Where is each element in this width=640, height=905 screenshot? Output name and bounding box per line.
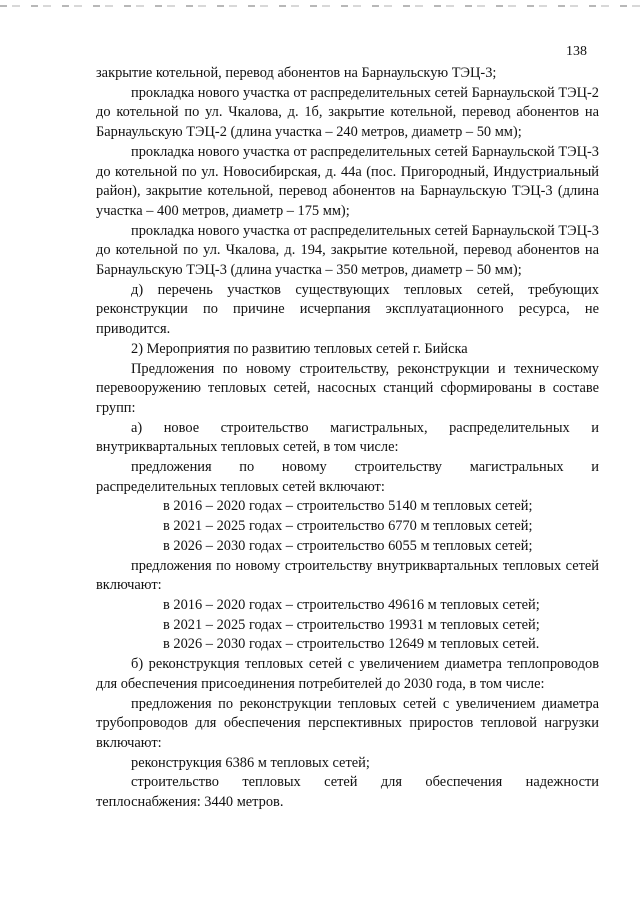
list-item: в 2026 – 2030 годах – строительство 12649 м тепловых сетей.	[163, 636, 540, 653]
paragraph: д) перечень участков существующих тепловых сетей, требующих реконструкции по причине исчерпания эксплуатационного ресурса, не приводится.	[96, 281, 599, 338]
paragraph: б) реконструкция тепловых сетей с увеличением диаметра теплопроводов для обеспечения присоединения потребителей до 2030 года, в том числе:	[96, 656, 599, 692]
paragraph: предложения по новому строительству магистральных и распределительных тепловых сетей включают:	[96, 459, 599, 495]
document-body	[96, 64, 599, 813]
list-item: в 2016 – 2020 годах – строительство 5140 м тепловых сетей;	[163, 498, 533, 515]
paragraph: прокладка нового участка от распределительных сетей Барнаульской ТЭЦ-3 до котельной по ул. Новосибирская, д. 44а (пос. Пригородный, Индустриальный район), закрытие котельной, перевод абонентов на Барнаульскую ТЭЦ-3 (длина участка – 400 метров, диаметр – 175 мм);	[96, 143, 599, 219]
list-item: в 2021 – 2025 годах – строительство 19931 м тепловых сетей;	[163, 616, 540, 633]
paragraph: прокладка нового участка от распределительных сетей Барнаульской ТЭЦ-3 до котельной по ул. Чкалова, д. 194, закрытие котельной, перевод абонентов на Барнаульскую ТЭЦ-3 (длина участка – 350 метров, диаметр – 50 мм);	[96, 222, 599, 279]
paragraph: прокладка нового участка от распределительных сетей Барнаульской ТЭЦ-2 до котельной по ул. Чкалова, д. 1б, закрытие котельной, перевод абонентов на Барнаульскую ТЭЦ-2 (длина участка – 240 метров, диаметр – 50 мм);	[96, 84, 599, 141]
paragraph: 2) Мероприятия по развитию тепловых сетей г. Бийска	[131, 340, 468, 357]
list-item: в 2021 – 2025 годах – строительство 6770 м тепловых сетей;	[163, 518, 533, 535]
paragraph: закрытие котельной, перевод абонентов на Барнаульскую ТЭЦ-3;	[96, 65, 497, 81]
paragraph: Предложения по новому строительству, реконструкции и техническому перевооружению тепловых сетей, насосных станций сформированы в составе групп:	[96, 360, 599, 416]
paragraph: а) новое строительство магистральных, распределительных и внутриквартальных тепловых сетей, в том числе:	[96, 419, 599, 456]
paragraph: предложения по реконструкции тепловых сетей с увеличением диаметра трубопроводов для обеспечения перспективных приростов тепловой нагрузки включают:	[96, 695, 599, 751]
page-number: 138	[566, 44, 587, 59]
list-item: в 2026 – 2030 годах – строительство 6055 м тепловых сетей;	[163, 537, 533, 554]
scan-artifact-top	[0, 5, 640, 7]
paragraph: реконструкция 6386 м тепловых сетей;	[131, 754, 370, 771]
list-item: в 2016 – 2020 годах – строительство 49616 м тепловых сетей;	[163, 596, 540, 613]
paragraph: строительство тепловых сетей для обеспечения надежности теплоснабжения: 3440 метров.	[96, 774, 599, 811]
paragraph: предложения по новому строительству внутриквартальных тепловых сетей включают:	[96, 557, 599, 594]
